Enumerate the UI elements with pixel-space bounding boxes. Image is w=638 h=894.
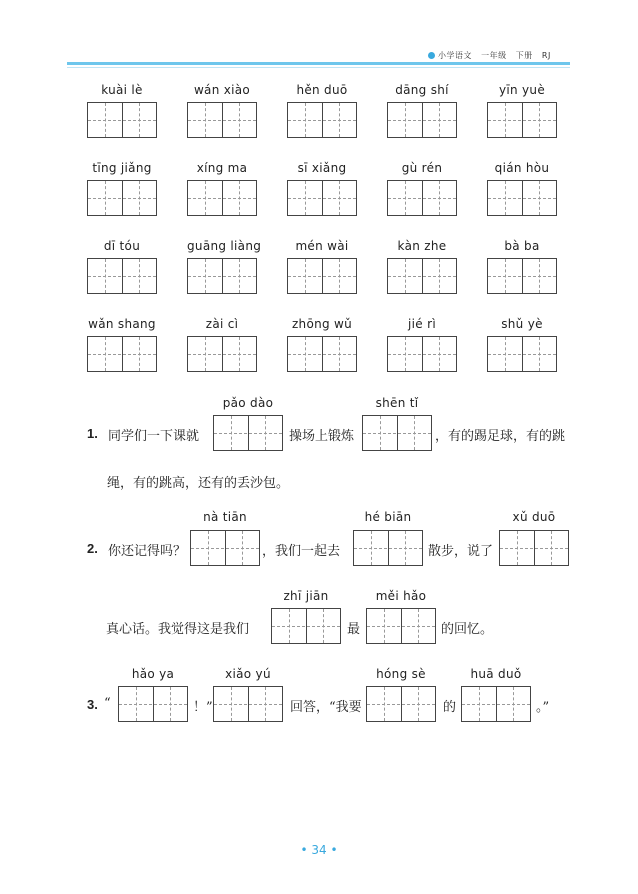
grid-pinyin: qián hòu	[494, 161, 550, 175]
page-number: • 34 •	[300, 843, 338, 857]
sentence-text: 同学们一下课就	[108, 429, 200, 444]
sentence-pinyin: pǎo dào	[222, 396, 274, 410]
grid-pinyin: zài cì	[205, 317, 239, 331]
writing-box[interactable]	[487, 258, 557, 294]
writing-box[interactable]	[487, 180, 557, 216]
writing-box[interactable]	[366, 608, 436, 644]
header-rule	[67, 62, 570, 65]
sentence-text: 散步，说了	[428, 544, 494, 559]
grid-pinyin: hěn duō	[296, 83, 348, 97]
writing-box[interactable]	[287, 180, 357, 216]
writing-box[interactable]	[213, 415, 283, 451]
writing-box[interactable]	[362, 415, 432, 451]
writing-box[interactable]	[487, 336, 557, 372]
sentence-pinyin: huā duǒ	[470, 667, 522, 681]
header-rule-thin	[67, 67, 570, 68]
sentence-pinyin: xiǎo yú	[225, 667, 271, 681]
sentence-text: 你还记得吗？	[108, 544, 187, 559]
writing-box[interactable]	[87, 336, 157, 372]
writing-box[interactable]	[187, 102, 257, 138]
writing-box[interactable]	[87, 102, 157, 138]
sentence-text: ，我们一起去	[262, 544, 341, 559]
sentence-pinyin: hǎo ya	[131, 667, 175, 681]
grid-pinyin: gù rén	[401, 161, 443, 175]
question-number: 2.	[87, 541, 98, 556]
sentence-pinyin: shēn tǐ	[375, 396, 419, 410]
writing-box[interactable]	[187, 180, 257, 216]
header-grade: 一年级	[481, 51, 507, 60]
grid-pinyin: dāng shí	[395, 83, 449, 97]
sentence-text: ！”	[193, 700, 213, 715]
writing-box[interactable]	[487, 102, 557, 138]
grid-pinyin: zhōng wǔ	[291, 317, 353, 331]
sentence-text: 真心话。我觉得这是我们	[106, 622, 250, 637]
grid-pinyin: jié rì	[408, 317, 436, 331]
sentence-pinyin: nà tiān	[203, 510, 247, 524]
header-dot-icon	[428, 52, 435, 59]
sentence-text: 的	[443, 700, 457, 715]
writing-box[interactable]	[287, 102, 357, 138]
writing-box[interactable]	[499, 530, 569, 566]
sentence-text: 的回忆。	[441, 622, 494, 637]
writing-box[interactable]	[387, 180, 457, 216]
writing-box[interactable]	[87, 258, 157, 294]
grid-pinyin: kàn zhe	[397, 239, 447, 253]
sentence-text: ，有的踢足球，有的跳	[435, 429, 566, 444]
sentence-text: 回答，“我要	[290, 700, 362, 715]
sentence-text: 最	[347, 622, 361, 637]
sentence-text: 操场上锻炼	[289, 429, 355, 444]
grid-pinyin: guāng liàng	[187, 239, 262, 253]
question-number: 3.	[87, 697, 98, 712]
writing-box[interactable]	[287, 258, 357, 294]
grid-pinyin: sī xiǎng	[297, 161, 347, 175]
grid-pinyin: mén wài	[295, 239, 349, 253]
grid-pinyin: wǎn shang	[88, 317, 156, 331]
sentence-pinyin: zhī jiān	[283, 589, 329, 603]
sentence-pinyin: xǔ duō	[512, 510, 556, 524]
grid-pinyin: bà ba	[504, 239, 540, 253]
writing-box[interactable]	[87, 180, 157, 216]
writing-box[interactable]	[271, 608, 341, 644]
sentence-pinyin: měi hǎo	[375, 589, 427, 603]
header-text	[438, 50, 551, 61]
writing-box[interactable]	[287, 336, 357, 372]
sentence-pinyin: hé biān	[364, 510, 412, 524]
sentence-text: 绳，有的跳高，还有的丢沙包。	[107, 476, 290, 491]
sentence-text: “	[104, 696, 111, 711]
grid-pinyin: yīn yuè	[498, 83, 546, 97]
writing-box[interactable]	[387, 336, 457, 372]
grid-pinyin: kuài lè	[101, 83, 143, 97]
writing-box[interactable]	[366, 686, 436, 722]
writing-box[interactable]	[190, 530, 260, 566]
question-number: 1.	[87, 426, 98, 441]
writing-box[interactable]	[461, 686, 531, 722]
grid-pinyin: dī tóu	[103, 239, 141, 253]
writing-box[interactable]	[213, 686, 283, 722]
grid-pinyin: xíng ma	[196, 161, 248, 175]
header-volume: 下册	[515, 51, 533, 60]
writing-box[interactable]	[187, 258, 257, 294]
writing-box[interactable]	[387, 258, 457, 294]
header-subject: 小学语文	[438, 51, 472, 60]
sentence-pinyin: hóng sè	[376, 667, 426, 681]
writing-box[interactable]	[387, 102, 457, 138]
header-tab	[428, 50, 570, 62]
writing-box[interactable]	[118, 686, 188, 722]
header-edition: RJ	[541, 51, 551, 60]
writing-box[interactable]	[187, 336, 257, 372]
writing-box[interactable]	[353, 530, 423, 566]
grid-pinyin: shǔ yè	[501, 317, 543, 331]
grid-pinyin: wán xiào	[193, 83, 251, 97]
grid-pinyin: tīng jiǎng	[92, 161, 152, 175]
sentence-text: 。”	[536, 700, 550, 715]
